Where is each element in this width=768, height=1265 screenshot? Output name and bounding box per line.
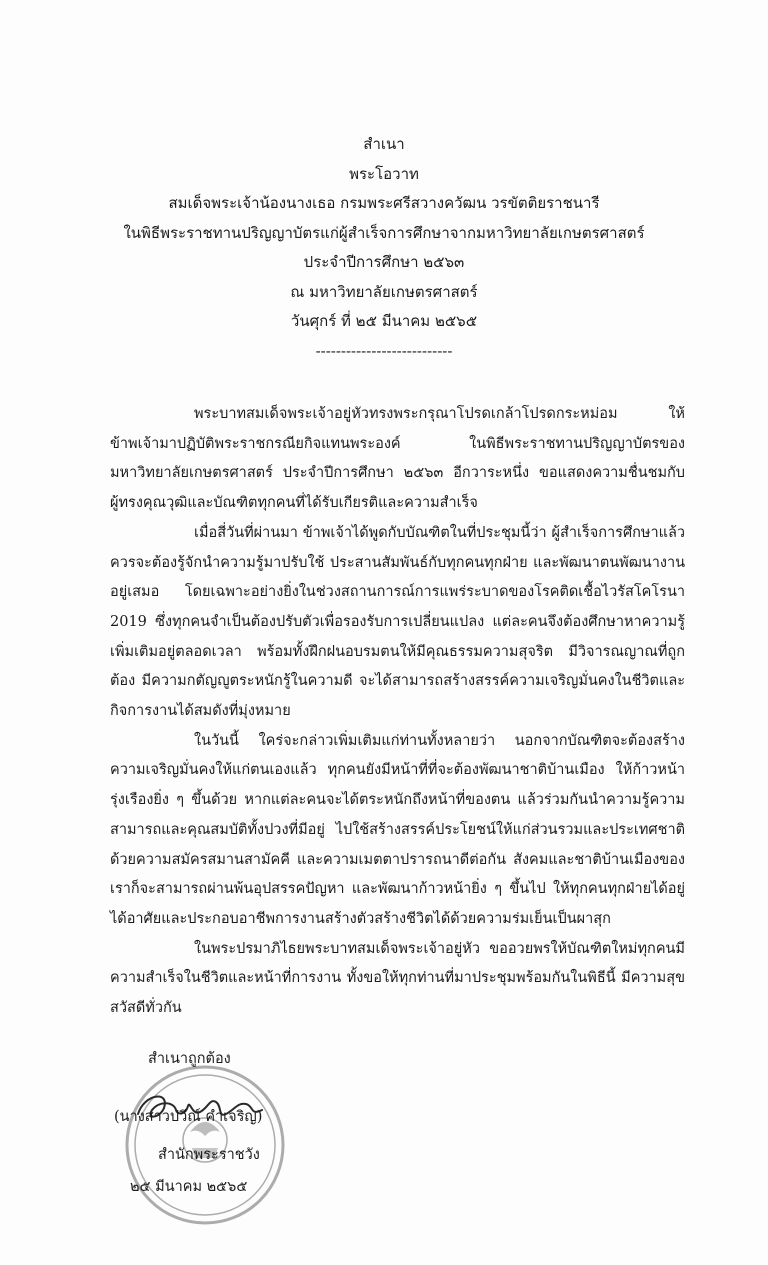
- ceremony-title: ในพิธีพระราชทานปริญญาบัตรแก่ผู้สำเร็จการศึกษาจากมหาวิทยาลัยเกษตรศาสตร์: [123, 223, 645, 242]
- paragraph-3: ในวันนี้ ใคร่จะกล่าวเพิ่มเติมแก่ท่านทั้งหลายว่า นอกจากบัณฑิตจะต้องสร้างความเจริญมั่นคงให้แก่ตนเองแล้ว ทุกคนยังมีหน้าที่ที่จะต้องพัฒนาชาติบ้านเมือง ให้ก้าวหน้ารุ่งเรืองยิ่ง ๆ ขึ้นด้วย หากแต่ละคนจะได้ตระหนักถึงหน้าที่ของตน แล้วร่วมกันนำความรู้ความสามารถและคุณสมบัติทั้งปวงที่มีอยู่ ไปใช้สร้างสรรค์ประโยชน์ให้แก่ส่วนรวมและประเทศชาติ ด้วยความสมัครสมานสามัคคี และความเมตตาปรารถนาดีต่อกัน สังคมและชาติบ้านเมืองของเราก็จะสามารถผ่านพ้นอุปสรรคปัญหา และพัฒนาก้าวหน้ายิ่ง ๆ ขึ้นไป ให้ทุกคนทุกฝ่ายได้อยู่ได้อาศัยและประกอบอาชีพการงานสร้างตัวสร้างชีวิตได้ด้วยความร่มเย็นเป็นผาสุก: [110, 732, 685, 927]
- paragraph-2: เมื่อสี่วันที่ผ่านมา ข้าพเจ้าได้พูดกับบัณฑิตในที่ประชุมนี้ว่า ผู้สำเร็จการศึกษาแล้วควรจะต้องรู้จักนำความรู้มาปรับใช้ ประสานสัมพันธ์กับทุกคนทุกฝ่าย และพัฒนาตนพัฒนางานอยู่เสมอ โดยเฉพาะอย่างยิ่งในช่วงสถานการณ์การแพร่ระบาดของโรคติดเชื้อไวรัสโคโรนา 2019 ซึ่งทุกคนจำเป็นต้องปรับตัวเพื่อรองรับการเปลี่ยนแปลง แต่ละคนจึงต้องศึกษาหาความรู้เพิ่มเติมอยู่ตลอดเวลา พร้อมทั้งฝึกฝนอบรมตนให้มีคุณธรรมความสุจริต มีวิจารณญาณที่ถูกต้อง มีความกตัญญูตระหนักรู้ในความดี จะได้สามารถสร้างสรรค์ความเจริญมั่นคงในชีวิตและกิจการงานได้สมดังที่มุ่งหมาย: [110, 524, 685, 720]
- signatory-office: สำนักพระราชวัง: [158, 1147, 260, 1163]
- speech-date: วันศุกร์ ที่ ๒๕ มีนาคม ๒๕๖๕: [290, 312, 478, 330]
- speaker-title: สมเด็จพระเจ้าน้องนางเธอ กรมพระศรีสวางควัฒน วรขัตติยราชนารี: [168, 194, 600, 212]
- copy-label: สำเนา: [363, 135, 405, 153]
- paragraph-1: พระบาทสมเด็จพระเจ้าอยู่หัวทรงพระกรุณาโปรดเกล้าโปรดกระหม่อม ให้ข้าพเจ้ามาปฏิบัติพระราชกรณียกิจแทนพระองค์ ในพิธีพระราชทานปริญญาบัตรของมหาวิทยาลัยเกษตรศาสตร์ ประจำปีการศึกษา ๒๕๖๓ อีกวาระหนึ่ง ขอแสดงความชื่นชมกับผู้ทรงคุณวุฒิและบัณฑิตทุกคนที่ได้รับเกียรติและความสำเร็จ: [110, 406, 685, 512]
- certification-date: ๒๕ มีนาคม ๒๕๖๕: [130, 1179, 248, 1195]
- speech-body: [110, 400, 685, 1024]
- paragraph-4: ในพระปรมาภิไธยพระบาทสมเด็จพระเจ้าอยู่หัว ขออวยพรให้บัณฑิตใหม่ทุกคนมีความสำเร็จในชีวิตและหน้าที่การงาน ทั้งขอให้ทุกท่านที่มาประชุมพร้อมกันในพิธีนี้ มีความสุขสวัสดีทั่วกัน: [110, 940, 685, 1017]
- speech-title: พระโอวาท: [349, 164, 419, 183]
- venue: ณ มหาวิทยาลัยเกษตรศาสตร์: [290, 282, 478, 301]
- signatory-name: (นางสาวปวีณ์ คำเจริญ): [114, 1109, 263, 1125]
- header-divider: ---------------------------: [315, 341, 453, 360]
- certified-copy-label: สำเนาถูกต้อง: [148, 1051, 231, 1067]
- academic-year: ประจำปีการศึกษา ๒๕๖๓: [303, 253, 465, 271]
- document-header: [0, 130, 768, 366]
